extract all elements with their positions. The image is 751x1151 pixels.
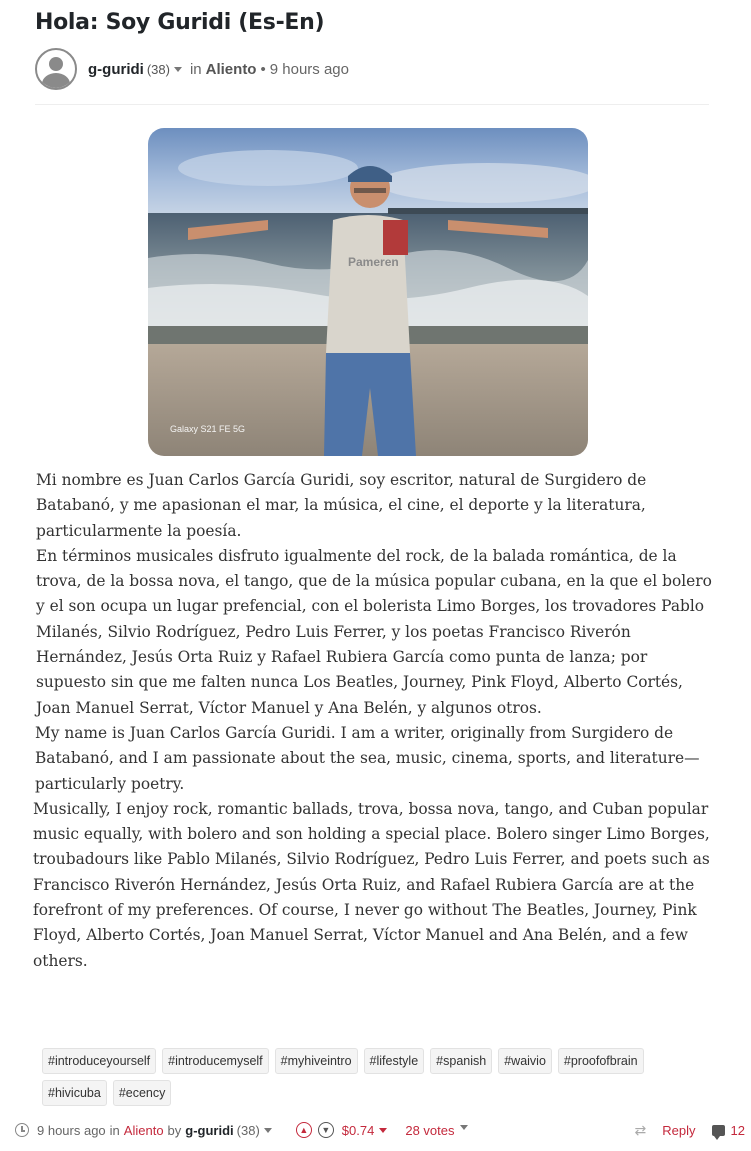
in-label: in	[189, 60, 202, 78]
image-watermark: Galaxy S21 FE 5G	[170, 424, 246, 434]
author-row	[35, 48, 349, 90]
post-image[interactable]	[148, 128, 588, 456]
time-separator: •	[260, 60, 266, 78]
post-footer	[15, 1119, 745, 1141]
payout-value[interactable]: $0.74	[341, 1122, 375, 1138]
paragraph: Musically, I enjoy rock, romantic ballads, trova, bossa nova, tango, and Cuban popular music equally, with bolero and son holding a special place. Bolero singer Limo Borges, troubadours like Pablo Milanés, Silvio Rodríguez, Pedro Luis Ferrer, and poets such as Francisco Riverón Hernández, Jesús Orta Ruiz, and Rafael Rubiera García are at the forefront of my preferences. Of course, I never go without The Beatles, Journey, Pink Floyd, Alberto Cortés, Joan Manuel Serrat, Víctor Manuel and Ana Belén, and a few others.	[33, 799, 710, 970]
reblog-icon[interactable]: ⇄	[634, 1121, 647, 1138]
footer-author-link[interactable]: g-guridi	[185, 1122, 234, 1138]
footer-community-link[interactable]: Aliento	[123, 1122, 164, 1138]
votes-chevron-icon[interactable]	[460, 1125, 468, 1130]
paragraph: My name is Juan Carlos García Guridi. I am a writer, originally from Surgidero de Batabanó, and I am passionate about the sea, music, cinema, sports, and literature—particularly poetry.	[35, 723, 700, 793]
comments-count[interactable]: 12	[730, 1122, 745, 1138]
author-reputation: (38)	[146, 61, 170, 77]
paragraph: Mi nombre es Juan Carlos García Guridi, soy escritor, natural de Surgidero de Batabanó, y me apasionan el mar, la música, el cine, el deporte y la literatura, particularmente la poesía.	[36, 471, 647, 540]
chevron-down-icon[interactable]	[174, 67, 182, 72]
footer-reputation: (38)	[236, 1122, 260, 1138]
paragraph: En términos musicales disfruto igualmente del rock, de la balada romántica, de la trova, de la bossa nova, el tango, que de la música popular cubana, en la que el bolero y el son ocupa un lugar prefencial, con el bolerista Limo Borges, los trovadores Pablo Milanés, Silvio Rodríguez, Pedro Luis Ferrer, y los poetas Francisco Riverón Hernández, Jesús Orta Ruiz y Rafael Rubiera García como punta de lanza; por supuesto sin que me falten nunca Los Beatles, Journey, Pink Floyd, Alberto Cortés, Joan Manuel Serrat, Víctor Manuel y Ana Belén, y algunos otros.	[36, 546, 712, 717]
post-body	[33, 468, 713, 974]
post-time: 9 hours ago	[269, 60, 349, 78]
community-link[interactable]: Aliento	[205, 60, 257, 78]
clock-icon	[15, 1123, 29, 1137]
chevron-down-icon[interactable]	[264, 1128, 272, 1133]
tag-spanish[interactable]: #spanish	[430, 1048, 492, 1074]
shirt-text: Pameren	[348, 255, 399, 269]
tag-list	[42, 1048, 702, 1106]
payout-chevron-icon[interactable]	[379, 1128, 387, 1133]
chevron-up-circle-icon[interactable]: ▲	[296, 1122, 312, 1138]
tag-introducemyself[interactable]: #introducemyself	[162, 1048, 269, 1074]
tag-lifestyle[interactable]: #lifestyle	[364, 1048, 425, 1074]
tag-proofofbrain[interactable]: #proofofbrain	[558, 1048, 644, 1074]
footer-by-label: by	[167, 1122, 182, 1138]
footer-time: 9 hours ago	[37, 1122, 106, 1138]
chevron-down-circle-icon[interactable]: ▼	[318, 1122, 334, 1138]
tag-hivicuba[interactable]: #hivicuba	[42, 1080, 107, 1106]
comments-icon[interactable]	[712, 1125, 725, 1136]
user-avatar-icon[interactable]	[35, 48, 77, 90]
post-title: Hola: Soy Guridi (Es-En)	[35, 10, 325, 35]
author-link[interactable]: g-guridi	[88, 60, 144, 78]
votes-count[interactable]: 28 votes	[405, 1122, 455, 1138]
reply-button[interactable]: Reply	[662, 1122, 696, 1138]
header-divider	[35, 104, 709, 105]
tag-introduceyourself[interactable]: #introduceyourself	[42, 1048, 156, 1074]
tag-waivio[interactable]: #waivio	[498, 1048, 552, 1074]
tag-myhiveintro[interactable]: #myhiveintro	[275, 1048, 358, 1074]
footer-in-label: in	[109, 1122, 120, 1138]
tag-ecency[interactable]: #ecency	[113, 1080, 172, 1106]
